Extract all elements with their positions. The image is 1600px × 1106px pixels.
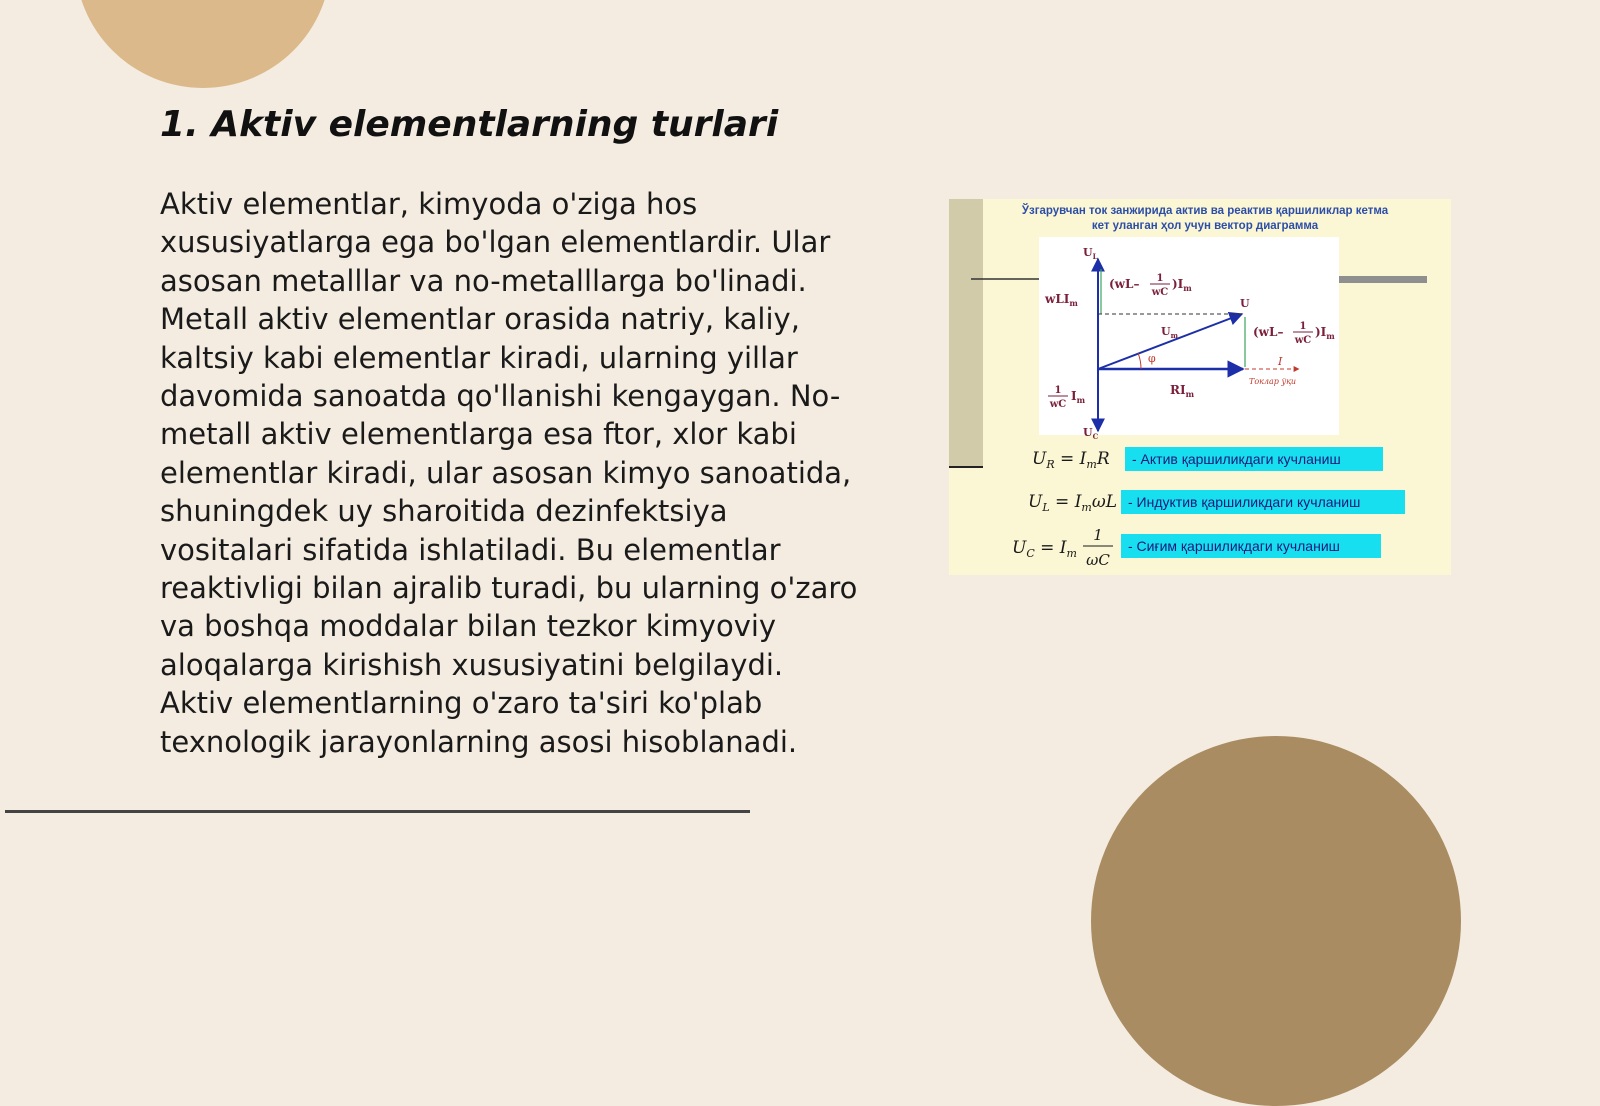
svg-text:UC = Im: $U_C = I_m$ [1012, 538, 1077, 560]
svg-text:)Im: )$I_m$ [1172, 277, 1192, 293]
svg-text:)Im: )$I_m$ [1315, 325, 1335, 341]
svg-text:1: 1 [1299, 321, 1307, 332]
label-uc: $U_C$ [1083, 426, 1099, 441]
figure-heading-line2: кет уланган ҳол учун вектор диаграмма [1091, 220, 1319, 232]
label-rim: $RI_m$ [1170, 383, 1195, 399]
svg-text:1: 1 [1054, 385, 1062, 396]
label-current: I [1278, 355, 1283, 368]
label-wlim: wLI$_m$ [1045, 292, 1078, 308]
slide-body-text: Aktiv elementlar, kimyoda o'ziga hos xususiyatlarga ega bo'lgan elementlardir. Ular asosan metalllar va no-metalllarga bo'linadi. Metall aktiv elementlar orasida natriy, kaliy, kaltsiy kabi elementlar kiradi, ularning yillar davomida sanoatda qo'llanishi kengaygan. No-metall aktiv elementlarga esa ftor, xlor kabi elementlar kiradi, ular asosan kimyo sanoatida, shuningdek uy sharoitida dezinfektsiya vositalari sifatida ishlatiladi. Bu elementlar reaktivligi bilan ajralib turadi, bu ularning o'zaro va boshqa moddalar bilan tezkor kimyoviy aloqalarga kirishish xususiyatini belgilaydi. Aktiv elementlarning o'zaro ta'siri ko'plab texnologik jarayonlarning asosi hisoblanadi. [160, 187, 858, 759]
label-current-axis: Токлар ўқи [1249, 377, 1297, 386]
svg-text:UR = ImR: $U_R = I_mR$ [1032, 449, 1110, 471]
formula-label-l: - Индуктив қаршиликдаги кучланиш [1128, 494, 1361, 510]
label-ul: $U_L$ [1083, 246, 1098, 261]
figure-right-stub [1339, 276, 1427, 283]
label-um: $U_m$ [1161, 325, 1179, 340]
svg-text:Im: $I_m$ [1071, 389, 1086, 405]
vector-diagram-figure [949, 199, 1451, 575]
svg-text:(wL–: (wL– [1109, 277, 1140, 291]
figure-left-bar [949, 199, 983, 467]
svg-text:1: 1 [1156, 273, 1164, 284]
decor-circle-bottom [1091, 736, 1461, 1106]
formula-label-c: - Сиғим қаршиликдаги кучланиш [1128, 538, 1340, 554]
svg-text:wC: wC [1294, 335, 1312, 346]
svg-text:1: 1 [1093, 526, 1103, 544]
formula-row-r [1032, 447, 1383, 471]
svg-text:ωC: ωC [1086, 551, 1110, 569]
svg-text:UL = ImωL: $U_L = I_m\omega L$ [1028, 492, 1118, 514]
slide-title: 1. Aktiv elementlarning turlari [160, 104, 779, 145]
figure-heading-line1: Ўзгарувчан ток занжирида актив ва реактив қаршиликлар кетма [1021, 205, 1389, 217]
svg-text:(wL–: (wL– [1253, 325, 1284, 339]
label-u: U [1240, 297, 1250, 310]
decor-circle-top [75, 0, 331, 88]
formula-label-r: - Актив қаршиликдаги кучланиш [1132, 451, 1341, 467]
divider-line [5, 810, 750, 813]
svg-text:wC: wC [1049, 399, 1067, 410]
label-phi: φ [1148, 352, 1156, 365]
svg-text:wC: wC [1151, 287, 1169, 298]
